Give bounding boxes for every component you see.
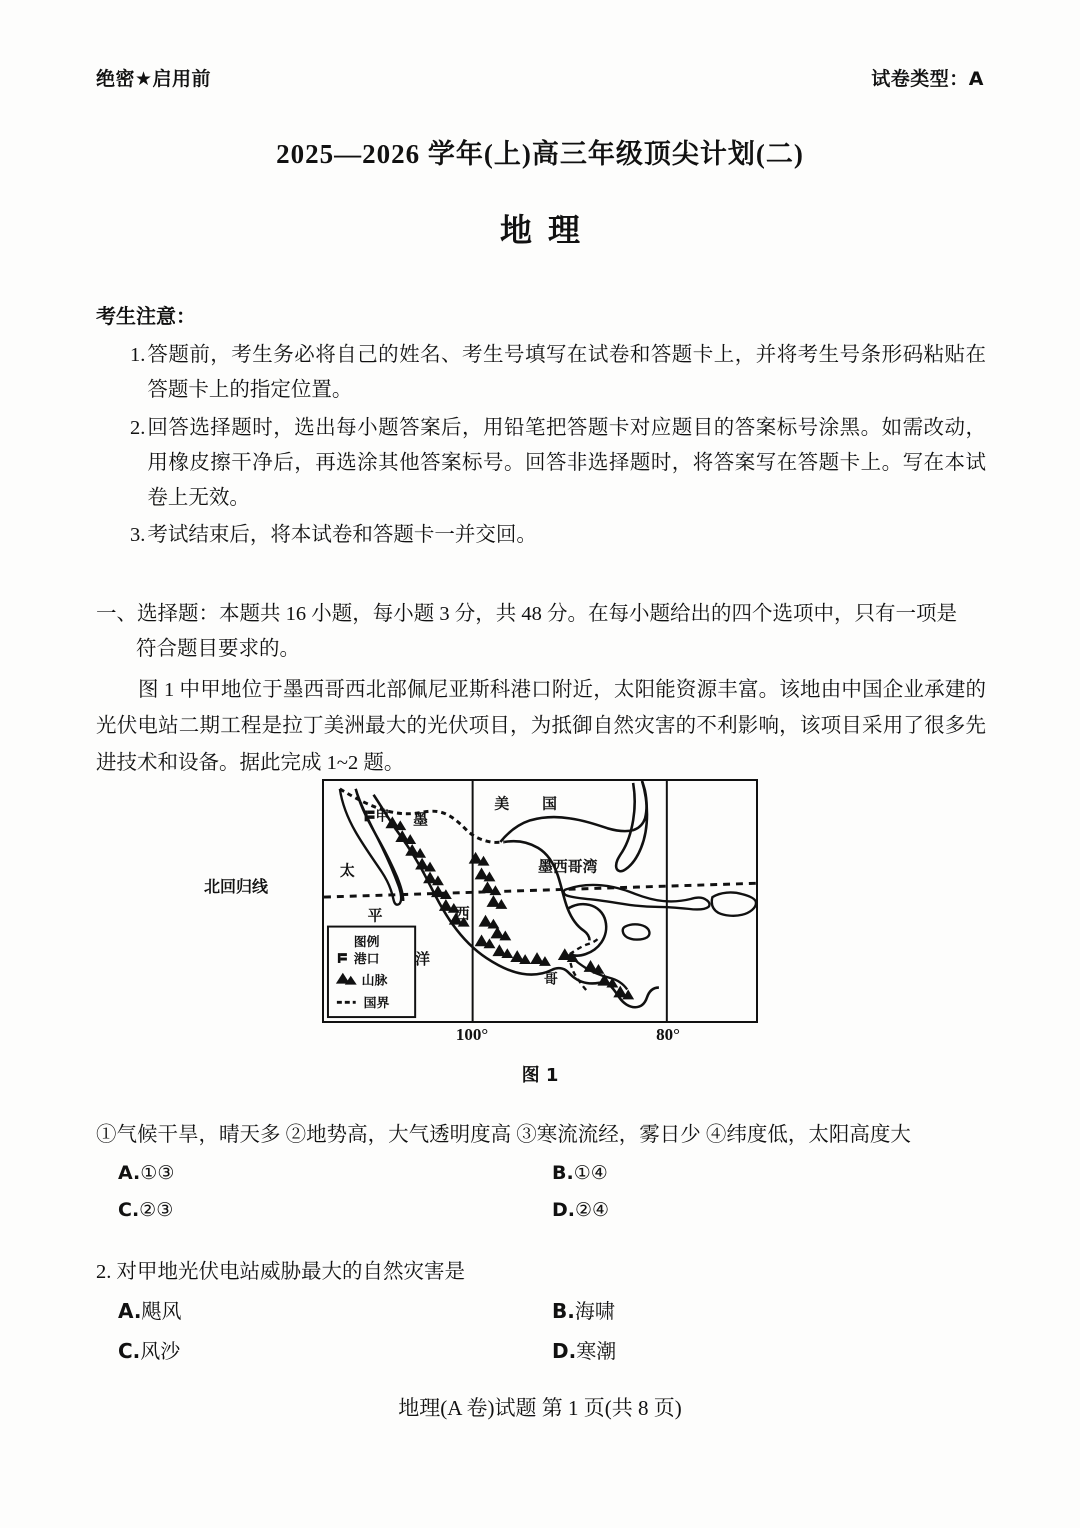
map-label-pacific-2: 平 <box>367 907 383 925</box>
longitude-label: 100° <box>455 1025 489 1044</box>
notice-item-number: 2. <box>130 416 146 439</box>
question-2-option-a[interactable] <box>118 1295 552 1328</box>
map-label-site: 甲 <box>375 808 390 825</box>
question-2-options-row-1 <box>96 1295 986 1328</box>
option-label: B. <box>552 1299 575 1324</box>
notice-item-number: 3. <box>130 524 146 547</box>
notice-item <box>96 411 986 517</box>
option-text: ①④ <box>573 1162 608 1185</box>
figure-1 <box>0 779 1080 1087</box>
map-label-mexico-2: 西 <box>454 905 470 923</box>
map-container <box>204 779 758 1023</box>
question-1-option-a[interactable] <box>118 1158 552 1189</box>
map-label-gulf: 墨西哥湾 <box>538 858 598 876</box>
florida-peninsula <box>616 781 647 871</box>
page-header <box>96 64 984 91</box>
passage-text: 图 1 中甲地位于墨西哥西北部佩尼亚斯科港口附近，太阳能资源丰富。该地由中国企业承建的光伏电站二期工程是拉丁美洲最大的光伏项目，为抵御自然灾害的不利影响，该项目采用了很多先进技术和设备。据此完成 1~2 题。 <box>96 679 986 774</box>
longitude-axis <box>322 1025 758 1051</box>
option-text: ②④ <box>575 1198 610 1221</box>
question-1-options-row-2 <box>96 1195 986 1226</box>
option-label: C. <box>118 1338 141 1363</box>
guatemala-border <box>570 936 600 954</box>
notice-item-number: 1. <box>130 344 146 366</box>
option-text: 海啸 <box>574 1301 615 1324</box>
question-1-option-d[interactable] <box>552 1195 986 1226</box>
question-2 <box>96 1256 986 1368</box>
notice-item-text: 答题前，考生务必将自己的姓名、考生号填写在试卷和答题卡上，并将考生号条形码粘贴在答题卡上的指定位置。 <box>147 344 986 402</box>
map-label-usa: 美 国 <box>494 795 571 813</box>
map-frame <box>322 779 758 1023</box>
baja-california-outline <box>340 789 401 905</box>
option-label: B. <box>552 1162 574 1185</box>
legend-border-label: 国界 <box>363 996 390 1012</box>
section-one-lead: 一、选择题：本题共 16 小题，每小题 3 分，共 48 分。在每小题给出的四个选项中，只有一项是 <box>96 603 957 625</box>
option-label: C. <box>118 1198 140 1221</box>
option-text: ②③ <box>139 1198 174 1221</box>
section-one-lead-cont: 符合题目要求的。 <box>136 638 300 661</box>
option-text: 风沙 <box>140 1340 181 1363</box>
section-one-heading <box>96 597 986 668</box>
question-1-option-c[interactable] <box>118 1195 552 1226</box>
legend-title: 图例 <box>353 935 380 951</box>
map-label-mexico-3: 哥 <box>543 971 558 988</box>
notice-item-text: 回答选择题时，选出每小题答案后，用铅笔把答题卡对应题目的答案标号涂黑。如需改动，用橡皮擦干净后，再选涂其他答案标号。回答非选择题时，将答案写在答题卡上。写在本试卷上无效。 <box>147 416 986 509</box>
option-text: 寒潮 <box>576 1340 617 1363</box>
paper-type-label: 试卷类型：A <box>871 68 984 90</box>
longitude-label: 80° <box>656 1025 680 1044</box>
question-2-stem: 2. 对甲地光伏电站威胁最大的自然灾害是 <box>96 1261 465 1283</box>
jamaica-outline <box>623 924 650 939</box>
question-2-option-d[interactable] <box>552 1335 986 1368</box>
legend-port-label: 港口 <box>353 952 380 967</box>
notice-item <box>96 518 986 553</box>
secrecy-notice: 绝密★启用前 <box>96 68 212 90</box>
notice-heading: 考生注意： <box>96 304 196 328</box>
legend-mountain-label: 山脉 <box>361 973 388 989</box>
question-1-stem: ①气候干旱，晴天多 ②地势高，大气透明度高 ③寒流流经，雾日少 ④纬度低，太阳高度大 <box>96 1124 911 1146</box>
subject-title: 地理 <box>499 211 596 249</box>
option-text: 飓风 <box>141 1301 182 1324</box>
question-1-options-row-1 <box>96 1158 986 1189</box>
exam-title: 2025—2026 学年(上)高三年级顶尖计划(二) <box>276 139 804 169</box>
option-label: A. <box>118 1162 141 1185</box>
question-1-option-b[interactable] <box>552 1158 986 1189</box>
notice-list <box>96 338 986 556</box>
question-2-option-c[interactable] <box>118 1335 552 1368</box>
option-label: D. <box>552 1338 577 1363</box>
notice-item <box>96 338 986 409</box>
notice-item-text: 考试结束后，将本试卷和答题卡一并交回。 <box>147 524 537 547</box>
figure-caption: 图 1 <box>521 1065 559 1086</box>
map-legend <box>328 927 415 1017</box>
question-2-option-b[interactable] <box>552 1295 986 1328</box>
question-2-options-row-2 <box>96 1335 986 1368</box>
option-label: A. <box>118 1299 142 1324</box>
map-label-pacific-1: 太 <box>339 862 355 880</box>
map-label-pacific-3: 洋 <box>415 950 431 968</box>
tropic-of-cancer-label: 北回归线 <box>204 877 269 896</box>
option-text: ①③ <box>140 1162 175 1185</box>
question-1 <box>96 1119 986 1226</box>
yucatan-peninsula <box>568 904 606 955</box>
hispaniola-outline <box>712 892 756 915</box>
page-footer: 地理(A 卷)试题 第 1 页(共 8 页) <box>398 1396 682 1420</box>
option-label: D. <box>552 1198 575 1221</box>
map-svg <box>324 781 756 1021</box>
map-label-mexico-1: 墨 <box>413 811 429 829</box>
